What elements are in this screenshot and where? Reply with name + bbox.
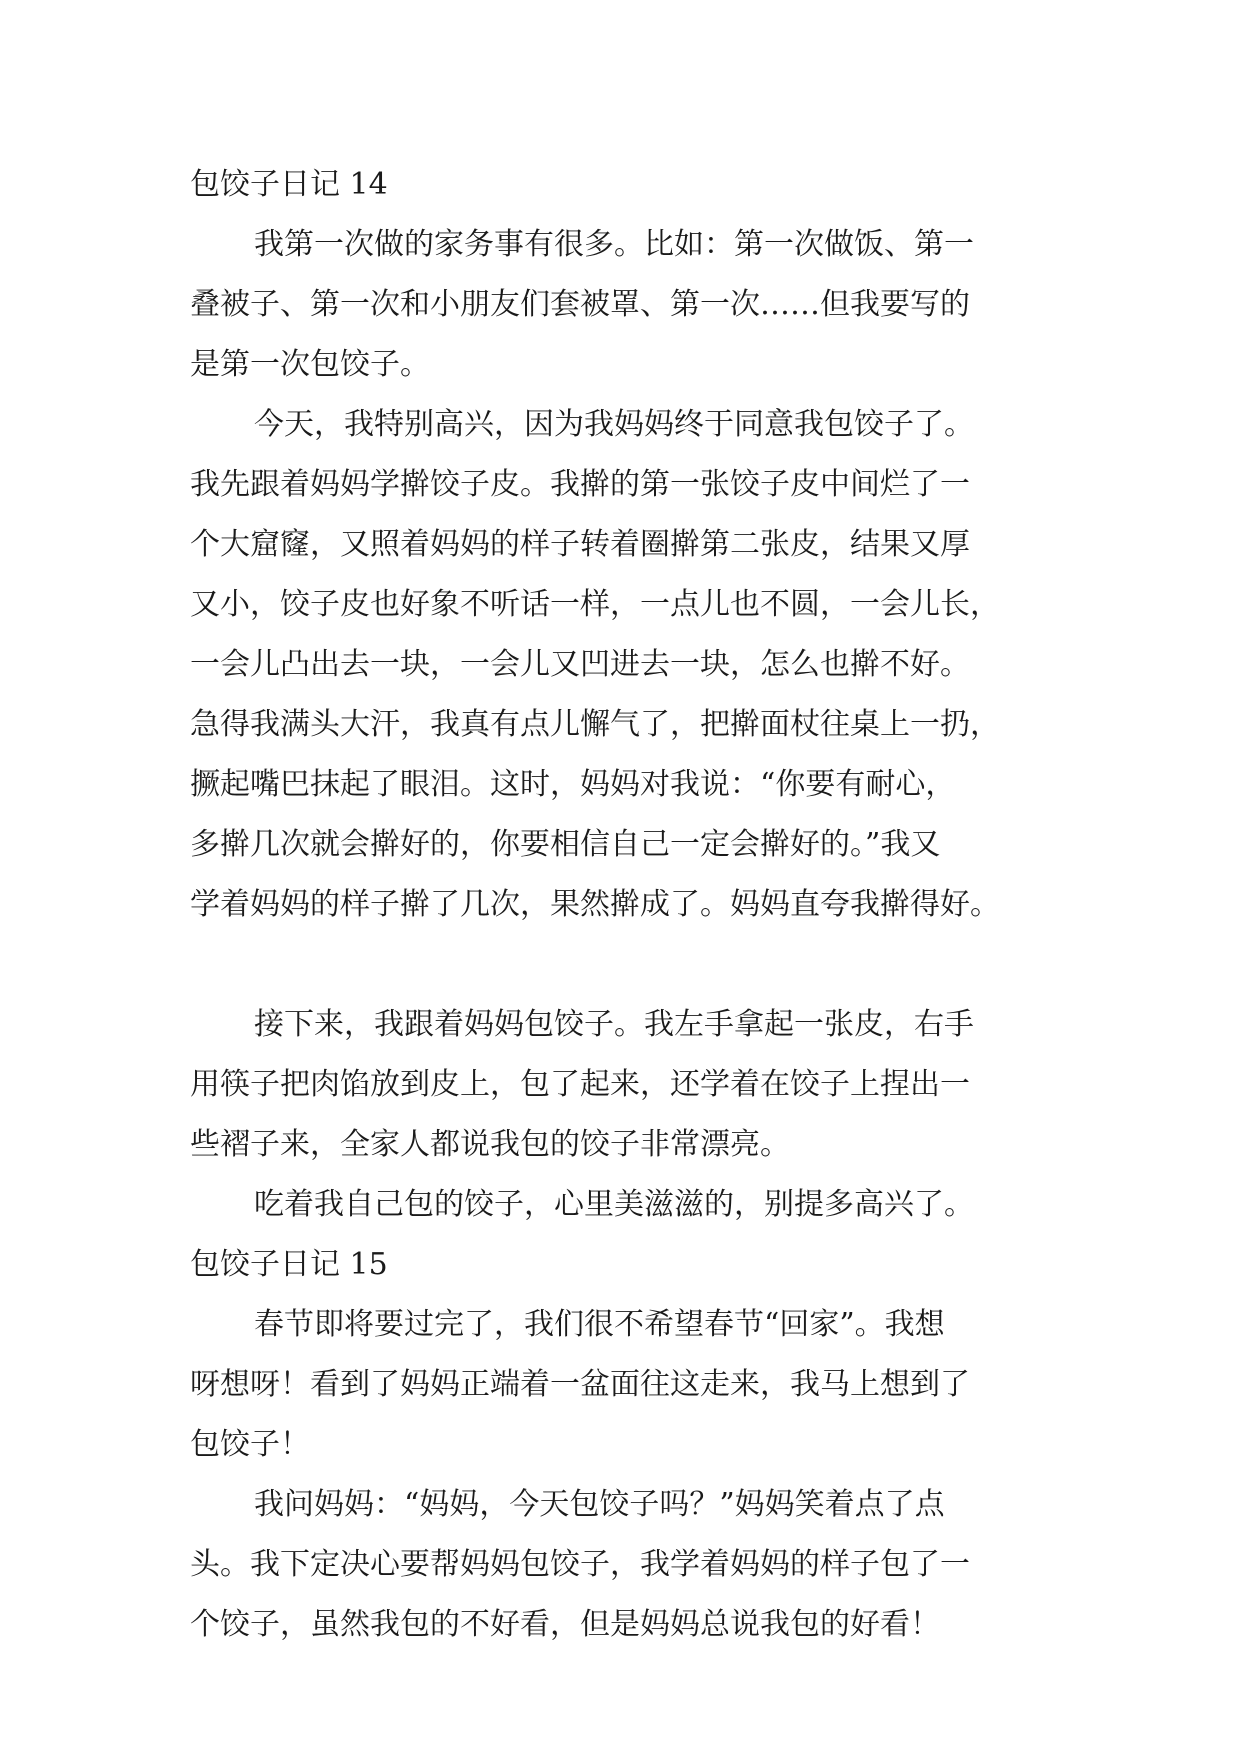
paragraph: [190, 395, 1070, 995]
paragraph: [190, 1475, 1070, 1655]
text-line: 多擀几次就会擀好的，你要相信自己一定会擀好的。”我又: [190, 827, 941, 862]
paragraph: [190, 995, 1070, 1175]
text-line: 学着妈妈的样子擀了几次，果然擀成了。妈妈直夸我擀得好。: [190, 887, 1000, 922]
text-line: 吃着我自己包的饺子，心里美滋滋的，别提多高兴了。: [254, 1187, 974, 1222]
text-line: 我问妈妈：“妈妈，今天包饺子吗？”妈妈笑着点了点: [254, 1487, 945, 1522]
text-line: 又小，饺子皮也好象不听话一样，一点儿也不圆，一会儿长，: [190, 587, 1000, 622]
paragraph: [190, 1295, 1070, 1475]
text-line: 叠被子、第一次和小朋友们套被罩、第一次……但我要写的: [190, 287, 970, 322]
paragraph: [190, 1175, 1070, 1235]
text-line: 接下来，我跟着妈妈包饺子。我左手拿起一张皮，右手: [254, 1007, 974, 1042]
entry-title: 包饺子日记 14: [190, 167, 388, 202]
text-line: 我先跟着妈妈学擀饺子皮。我擀的第一张饺子皮中间烂了一: [190, 467, 970, 502]
paragraph: [190, 215, 1070, 395]
text-line: 头。我下定决心要帮妈妈包饺子，我学着妈妈的样子包了一: [190, 1547, 970, 1582]
text-line: 我第一次做的家务事有很多。比如：第一次做饭、第一: [254, 227, 974, 262]
text-line: 些褶子来，全家人都说我包的饺子非常漂亮。: [190, 1127, 790, 1162]
text-line: 用筷子把肉馅放到皮上，包了起来，还学着在饺子上捏出一: [190, 1067, 970, 1102]
text-line: 撅起嘴巴抹起了眼泪。这时，妈妈对我说：“你要有耐心，: [190, 767, 956, 802]
text-line: 一会儿凸出去一块，一会儿又凹进去一块，怎么也擀不好。: [190, 647, 970, 682]
text-line: 急得我满头大汗，我真有点儿懈气了，把擀面杖往桌上一扔，: [190, 707, 1000, 742]
text-line: [190, 935, 1070, 995]
text-line: 是第一次包饺子。: [190, 347, 430, 382]
text-line: 呀想呀！看到了妈妈正端着一盆面往这走来，我马上想到了: [190, 1367, 970, 1402]
text-line: 今天，我特别高兴，因为我妈妈终于同意我包饺子了。: [254, 407, 974, 442]
document-page: [190, 155, 1070, 1655]
text-line: 个饺子，虽然我包的不好看，但是妈妈总说我包的好看！: [190, 1607, 940, 1642]
text-line: 个大窟窿，又照着妈妈的样子转着圈擀第二张皮，结果又厚: [190, 527, 970, 562]
entry-title: 包饺子日记 15: [190, 1247, 388, 1282]
text-line: 包饺子！: [190, 1427, 310, 1462]
text-line: 春节即将要过完了，我们很不希望春节“回家”。我想: [254, 1307, 945, 1342]
